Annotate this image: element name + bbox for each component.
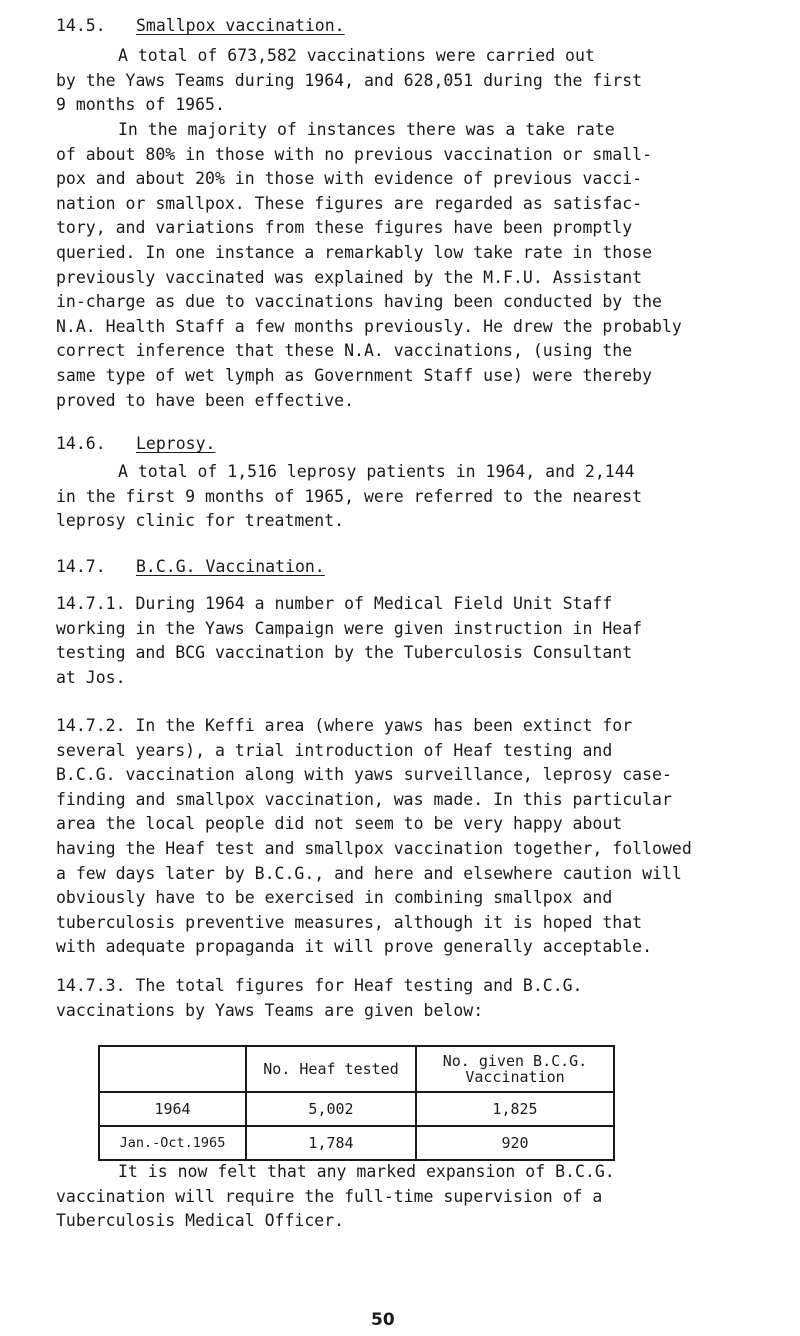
text-line: leprosy clinic for treatment. [56, 511, 345, 531]
text-line: working in the Yaws Campaign were given instruction in Heaf [56, 618, 643, 638]
text-line: same type of wet lymph as Government Staff use) were thereby [56, 365, 653, 385]
table-cell: 1964 [99, 1092, 246, 1126]
table-cell: 1,784 [246, 1126, 416, 1160]
text-line: In the majority of instances there was a take rate [118, 120, 615, 139]
section-number: 14.7. [56, 557, 106, 576]
table-cell: 920 [416, 1126, 614, 1160]
paragraph-leprosy [56, 460, 756, 534]
paragraph-closing [56, 1160, 756, 1234]
table-row [99, 1126, 614, 1160]
header-line: No. given B.C.G. [442, 1052, 588, 1070]
section-heading-leprosy [56, 432, 766, 457]
section-heading-smallpox [56, 14, 766, 39]
text-line: vaccination will require the full-time supervision of a [56, 1186, 603, 1206]
text-line: proved to have been effective. [56, 390, 355, 410]
paragraph-take-rate [56, 118, 756, 413]
text-line: Tuberculosis Medical Officer. [56, 1211, 345, 1231]
text-line: tory, and variations from these figures have been promptly [56, 218, 633, 238]
section-title: Smallpox vaccination. [136, 16, 345, 35]
text-line: correct inference that these N.A. vaccinations, (using the [56, 341, 633, 361]
table-header-row [99, 1046, 614, 1092]
section-title: Leprosy. [136, 434, 216, 453]
page-number: 50 [371, 1310, 395, 1330]
section-heading-bcg [56, 555, 766, 580]
paragraph-smallpox-totals [56, 44, 756, 118]
table-cell: Jan.-Oct.1965 [99, 1126, 246, 1160]
text-line: N.A. Health Staff a few months previously. He drew the probably [56, 316, 682, 336]
text-line: 14.7.3. The total figures for Heaf testing and B.C.G. [56, 976, 583, 995]
text-line: obviously have to be exercised in combining smallpox and [56, 888, 613, 908]
text-line: area the local people did not seem to be very happy about [56, 814, 623, 834]
text-line: It is now felt that any marked expansion of B.C.G. [118, 1162, 615, 1181]
text-line: A total of 673,582 vaccinations were carried out [118, 46, 595, 65]
table-header-cell [99, 1046, 246, 1092]
text-line: by the Yaws Teams during 1964, and 628,051 during the first [56, 70, 643, 90]
text-line: finding and smallpox vaccination, was made. In this particular [56, 789, 672, 809]
text-line: a few days later by B.C.G., and here and elsewhere caution will [56, 863, 682, 883]
text-line: A total of 1,516 leprosy patients in 1964, and 2,144 [118, 462, 635, 481]
section-title: B.C.G. Vaccination. [136, 557, 325, 576]
text-line: queried. In one instance a remarkably low take rate in those [56, 242, 653, 262]
text-line: 9 months of 1965. [56, 95, 225, 115]
table-cell: 5,002 [246, 1092, 416, 1126]
text-line: previously vaccinated was explained by the M.F.U. Assistant [56, 267, 643, 287]
text-line: vaccinations by Yaws Teams are given below: [56, 1000, 484, 1020]
section-number: 14.5. [56, 16, 106, 35]
text-line: B.C.G. vaccination along with yaws surveillance, leprosy case- [56, 765, 672, 785]
text-line: at Jos. [56, 667, 126, 687]
text-line: pox and about 20% in those with evidence of previous vacci- [56, 169, 643, 189]
paragraph-14-7-2 [56, 714, 756, 960]
table-row [99, 1092, 614, 1126]
text-line: tuberculosis preventive measures, although it is hoped that [56, 912, 643, 932]
text-line: several years), a trial introduction of Heaf testing and [56, 740, 613, 760]
text-line: 14.7.1. During 1964 a number of Medical Field Unit Staff [56, 594, 613, 613]
text-line: in-charge as due to vaccinations having been conducted by the [56, 292, 662, 312]
bcg-figures-table [98, 1045, 615, 1161]
text-line: having the Heaf test and smallpox vaccination together, followed [56, 838, 692, 858]
text-line: 14.7.2. In the Keffi area (where yaws has been extinct for [56, 716, 633, 735]
table-header-cell: No. Heaf tested [246, 1046, 416, 1092]
header-line: Vaccination [465, 1068, 565, 1086]
paragraph-14-7-1 [56, 592, 756, 690]
text-line: nation or smallpox. These figures are regarded as satisfac- [56, 193, 643, 213]
text-line: of about 80% in those with no previous vaccination or small- [56, 144, 653, 164]
table-header-cell [416, 1046, 614, 1092]
text-line: in the first 9 months of 1965, were referred to the nearest [56, 486, 643, 506]
paragraph-14-7-3 [56, 974, 756, 1023]
text-line: testing and BCG vaccination by the Tuberculosis Consultant [56, 643, 633, 663]
table-cell: 1,825 [416, 1092, 614, 1126]
section-number: 14.6. [56, 434, 106, 453]
text-line: with adequate propaganda it will prove generally acceptable. [56, 937, 653, 957]
